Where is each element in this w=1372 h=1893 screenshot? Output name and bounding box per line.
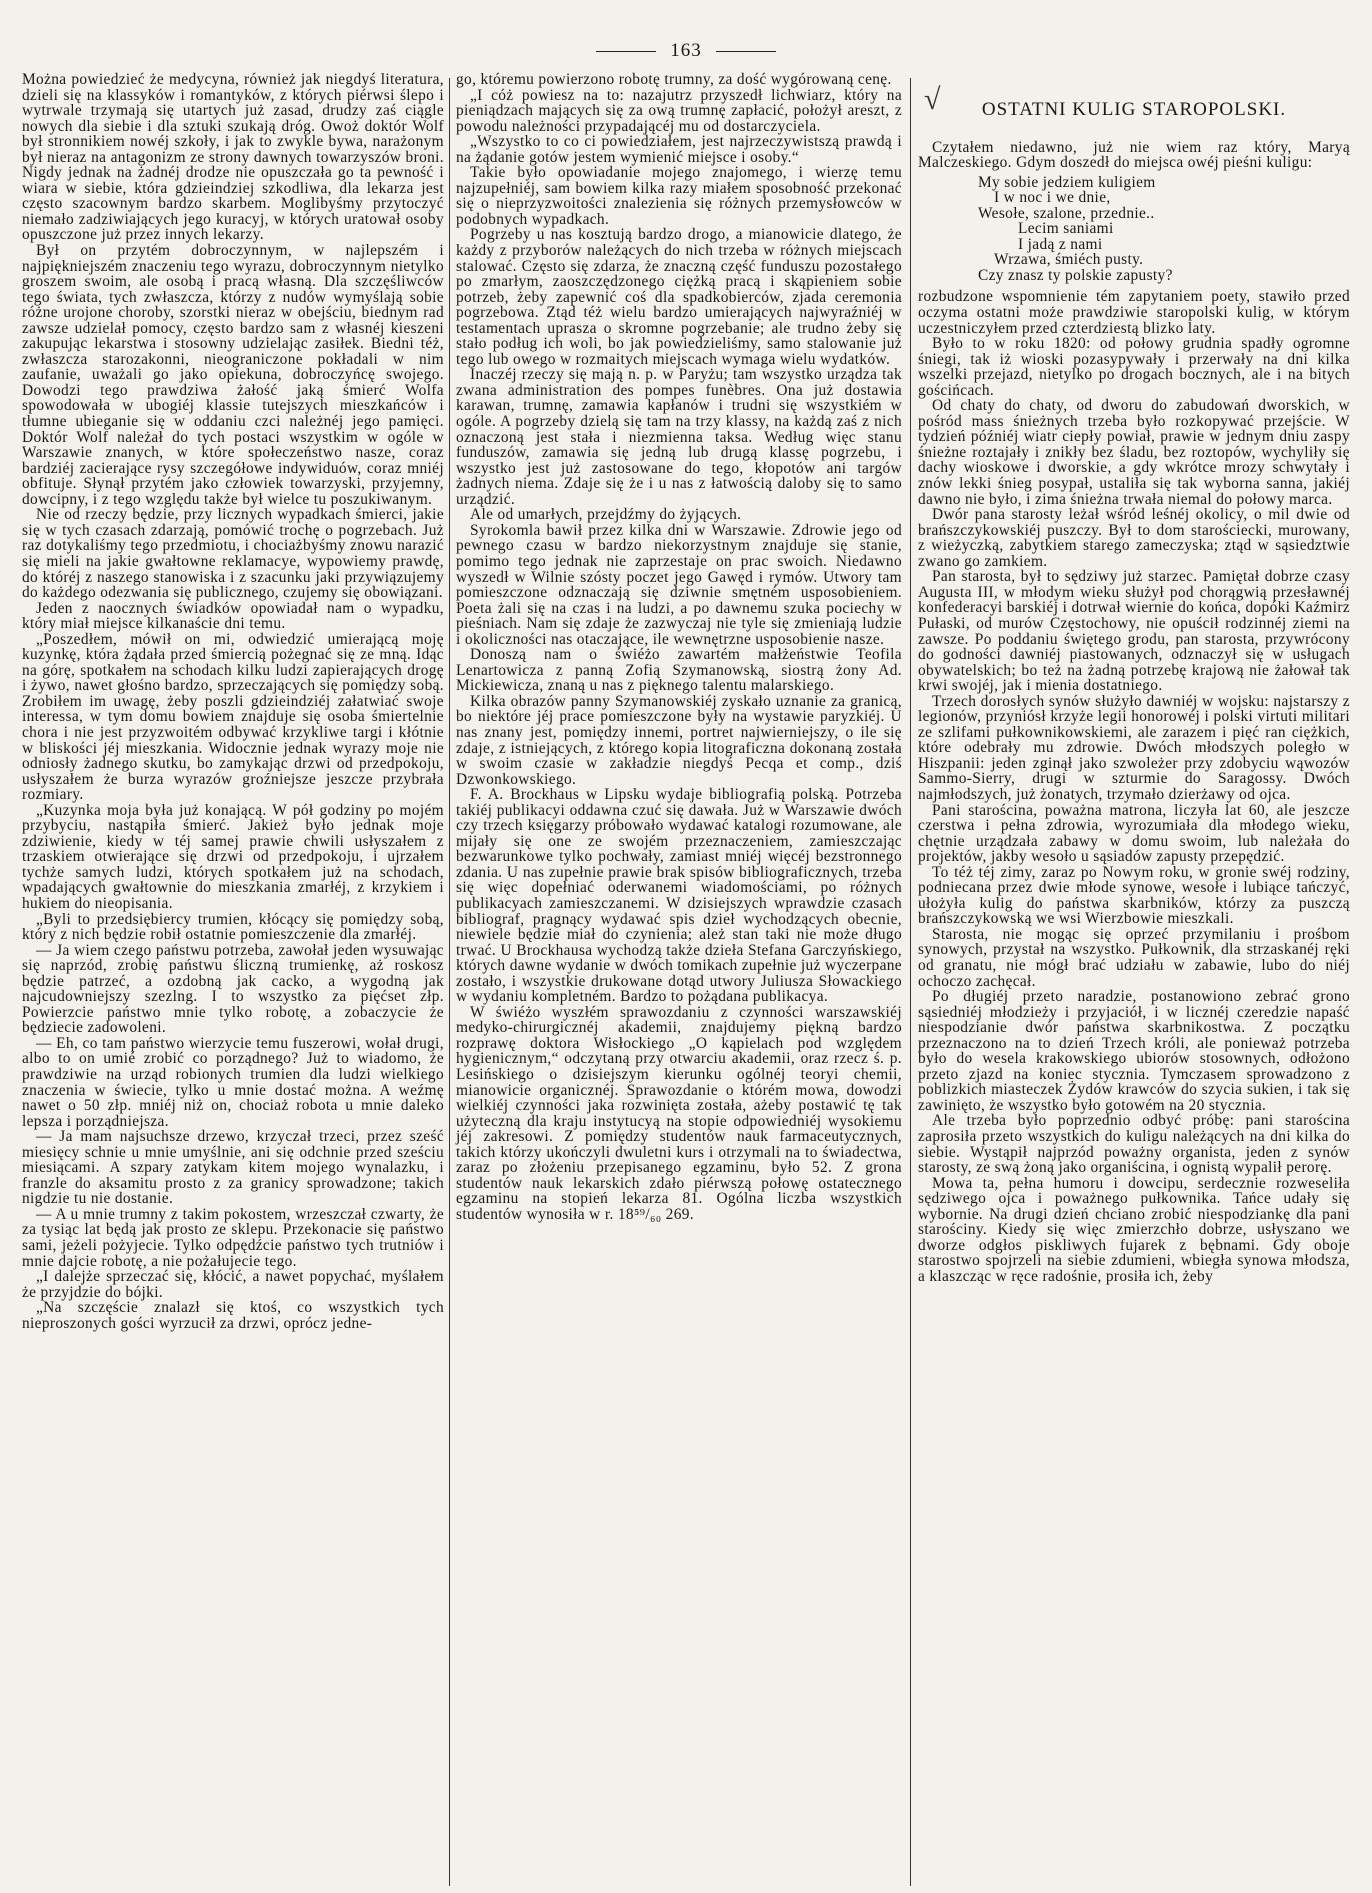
paragraph: „Na szczęście znalazł się ktoś, co wszystkich tych nieproszonych gości wyrzucił za drzwi, oprócz jedne-	[22, 1299, 444, 1332]
column-divider	[449, 78, 450, 1886]
paragraph: Ale od umarłych, przejdźmy do żyjących.	[470, 506, 742, 524]
paragraph: Było to w roku 1820: od połowy grudnia spadły ogromne śniegi, tak iż wioski pozasypywały i przerwały na dni kilka wszelki przejazd, nietylko po drogach bocznych, ale i na bitych gościńcach.	[918, 335, 1350, 399]
paragraph: Mowa ta, pełna humoru i dowcipu, serdecznie rozweseliła sędziwego ojca i poważnego pułkownika. Tańce udały się wybornie. Na drugi dzień chciano zrobić niespodziankę dla pani starościny. Kiedy się więc zmierzchło dobrze, usłyszano we dworze odgłos piskliwych fujarek z bębnami. Gdy oboje starostwo spojrzeli na siebie zdumieni, wbiegła synowa młodsza, a klaszcząc w ręce radośnie, prosiła ich, żeby	[918, 1174, 1350, 1285]
column-1	[22, 72, 444, 1331]
paragraph: „Byli to przedsiębiercy trumien, kłócący się pomiędzy sobą, który z nich będzie robił ostatnie pomieszczenie dla zmarłéj.	[22, 910, 444, 944]
paragraph: „I cóż powiesz na to: nazajutrz przyszedł lichwiarz, który na pieniądzach mających się za ową trumnę zapłacić, położył areszt, z powodu należności przypadającéj mu od dostarczyciela.	[456, 86, 902, 135]
paragraph: Pan starosta, był to sędziwy już starzec. Pamiętał dobrze czasy Augusta III, w młodym wieku służył pod chorągwią przesławnéj konfederacyi barskiéj i dotrwał wiernie do końca, dopóki Kaźmirz Pułaski, od murów Częstochowy, nie opuścił rodzinnéj ziemi na zawsze. Po poddaniu świętego grodu, pan starosta, przywrócony do godności dawniéj piastowanych, odznaczył się w usługach obywatelskich; bo też na żadną potrzebę krajową nie żałował tak krwi swojéj, jak i mienia dostatniego.	[918, 568, 1350, 695]
rule-left	[596, 51, 656, 52]
paragraph: Był on przytém dobroczynnym, w najlepszém i najpiękniejszém znaczeniu tego wyrazu, dobroczynnym nietylko groszem swoim, ale osobą i pracą własną. Dla szczęśliwców tego świata, tych zwłaszcza, którzy z nudów wymyślają sobie różne urojone choroby, szorstki nieraz w obejściu, biednym rad zawsze udzielał pomocy, często bardzo sam z własnéj kieszeni zakupując lekarstwa i stosowny udzielając zasiłek. Biedni téż, zwłaszcza starozakonni, nieograniczone pokładali w nim zaufanie, uważali go jako opiekuna, dobroczyńcę swojego. Dowodzi tego prawdziwa żałość jaką śmierć Wolfa spowodowała w ubogiéj klassie tutejszych mieszkańców i tłumne ubieganie się w oddaniu czci należnéj jego pamięci. Doktór Wolf należał do tych postaci wszystkim w ogóle w Warszawie znanych, w które społeczeństwo nasze, coraz bardziéj zacierające rysy szczegółowe indywiduów, coraz mniéj obfituje. Słynął przytém jako człowiek towarzyski, przyjemny, dowcipny, i z tego względu także był wielce tu poszukiwanym.	[22, 242, 444, 508]
paragraph: Od chaty do chaty, od dworu do zabudowań dworskich, w pośród mass śnieżnych trzeba było rozkopywać przejście. W tydzień późniéj wiatr ciepły powiał, prawie w jednym dniu zaspy śnieżne roztajały i znikły bez śladu, bez roztopów, wychyliły się dachy wioskowe i dworskie, a gdy wkrótce mrozy schwytały i znów lekki śnieg posypał, ustaliła się tak wyborna sanna, jakiéj dawno nie było, i zima śnieżna trwała niemal do połowy marca.	[918, 397, 1350, 508]
paragraph: Nie od rzeczy będzie, przy licznych wypadkach śmierci, jakie się w tych czasach zdarzają, pomówić trochę o pogrzebach. Już raz dotykaliśmy tego przedmiotu, i chociażbyśmy znowu narazić się mieli na jakie gwałtowne reklamacye, wypowiemy prawdę, do któréj z naszego stanowiska i z szacunku jaki przywiązujemy do każdego odezwania się publicznego, czujemy się obowiązani.	[22, 506, 444, 602]
column-2	[456, 72, 902, 1222]
paragraph: rozbudzone wspomnienie tém zapytaniem poety, stawiło przed oczyma ostatni może prawdziwie staropolski kulig, w którym uczestniczyłem przed czterdziestą blizko laty.	[918, 288, 1350, 337]
article-title-text: OSTATNI KULIG STAROPOLSKI.	[981, 99, 1287, 120]
paragraph: Dwór pana starosty leżał wśród leśnéj okolicy, o mil dwie od brańszczykowskiéj puszczy. Był to dom starościecki, murowany, z wieżyczką, zabytkiem starego zameczyska; ztąd w sąsiedztwie zwano go zamkiem.	[918, 506, 1350, 570]
poem-line: Wrzawa, śmiéch pusty.	[994, 251, 1144, 269]
paragraph: Ale trzeba było poprzednio odbyć próbę: pani starościna zaprosiła przeto wszystkich do kuligu należących na dni kilka do siebie. Wystąpił najprzód poważny organista, jeden z synów starosty, ze swą żoną jako organiścina, i ognistą wypalił perorę.	[918, 1112, 1350, 1177]
paragraph: Po długiéj przeto naradzie, postanowiono zebrać grono sąsiedniéj młodzieży i przyjaciół, i w licznéj czeredzie napaść niespodzianie dwór państwa skarbnikostwa. Z początku przeznaczono na to dzień Trzech króli, ale ponieważ potrzeba było do wesela krakowskiego ubiorów stosownych, odłożono przeto zjazd na koniec stycznia. Tymczasem sprowadzono z poblizkich miasteczek Żydów krawców do szycia sukien, i tak się zawinięto, że wszystko było gotowém na 20 stycznia.	[918, 988, 1350, 1114]
poem-line: I jadą z nami	[1018, 235, 1103, 253]
paragraph: Pogrzeby u nas kosztują bardzo drogo, a mianowicie dlatego, że każdy z przyborów należących do nich trzeba w różnych miejscach stalować. Często się zdarza, że znaczną część funduszu pozostałego po zmarłym, zaoszczędzonego ciężką pracą i skąpieniem sobie potrzeb, żeby zapewnić coś dla spadkobierców, zjada ceremonia pogrzebowa. Ztąd téż wielu bardzo umierających najwyraźniéj w testamentach uprasza o skromne pogrzebanie; ale trudno żeby się stało podług ich woli, bo jak powiedzieliśmy, samo stalowanie już tego lub owego w rozmaitych miejscach wymaga wielu wydatków.	[456, 226, 902, 368]
paragraph: Pani starościna, poważna matrona, liczyła lat 60, ale jeszcze czerstwa i pełna zdrowia, wyrozumiała dla młodego wieku, chętnie urządzała zabawy w domu swoim, lub należała do projektów, jakby wesoło u sąsiadów zapusty przepędzić.	[918, 801, 1350, 866]
poem-line: Wesołe, szalone, przednie..	[978, 204, 1155, 222]
rule-right	[716, 51, 776, 52]
paragraph: — Ja mam najsuchsze drzewo, krzyczał trzeci, przez sześć miesięcy schnie u mnie umyślnie, ani się odchnie przed sześciu miesiącami. A szpary zatykam kitem mojego wynalazku, i franzle do aksamitu prosto z za granicy sprowadzone; takich nigdzie tu nie dostanie.	[22, 1128, 444, 1208]
paragraph: Można powiedzieć że medycyna, również jak niegdyś literatura, dzieli się na klassyków i romantyków, z których piérwsi ślepo i wytrwale trzymają się utartych już zasad, drudzy zaś ciągle nowych dla siebie i dla sztuki szukają dróg. Owoż doktór Wolf był stronnikiem nowéj szkoły, i jak to zwykle bywa, narażonym był nieraz na antagonizm ze strony dawnych towarzyszów broni. Nigdy jednak na żadnéj drodze nie opuszczała go ta pewność i wiara w siebie, która gdzieindziej szkodliwa, dla lekarza jest często szacownym bardzo skarbem. Moglibyśmy przytoczyć niemało zadziwiających jego kuracyj, w których uratował osoby opuszczone już przez innych lekarzy.	[22, 71, 444, 244]
paragraph: Trzech dorosłych synów służyło dawniéj w wojsku: najstarszy z legionów, przyniósł krzyże legii honorowéj i polski virtuti militari ze szlifami pułkownikowskiemi, ale zarazem i pięć ran ciężkich, które odebrały mu zdrowie. Dwóch młodszych poległo w Hiszpanii: jeden zginął jako szwoleżer przy zdobyciu wąwozów Sammo-Sierry, drugi w szturmie do Saragossy. Dwóch najmłodszych, już żonatych, trzymało dzierżawy od ojca.	[918, 692, 1350, 803]
paragraph: Donoszą nam o świéżo zawartém małżeństwie Teofila Lenartowicza z panną Zofią Szymanowską, siostrą żony Ad. Mickiewicza, znaną u nas z pięknego talentu malarskiego.	[456, 646, 902, 695]
column-divider	[910, 78, 911, 1886]
paragraph: „Kuzynka moja była już konającą. W pół godziny po mojém przybyciu, nastąpiła śmierć. Jakież było jednak moje zdziwienie, kiedy w téj samej prawie chwili usłyszałem z trzaskiem otwierające się drzwi od przedpokoju, i ujrzałem tychże samych ludzi, których spotkałem już na schodach, wpadających gwałtownie do mieszkania zmarłéj, z krzykiem i hukiem do nieopisania.	[22, 801, 444, 912]
page-number-text: 163	[670, 40, 702, 61]
article-body	[918, 289, 1350, 1284]
article-intro: Czytałem niedawno, już nie wiem raz który, Maryą Malczeskiego. Gdym doszedł do miejsca owéj pieśni kuligu:	[918, 138, 1350, 172]
paragraph: Takie było opowiadanie mojego znajomego, i wierzę temu najzupełniéj, sam bowiem kilka razy miałem sposobność przekonać się o nieprzyzwoitości znalezienia się różnych przemysłowców w podobnych wypadkach.	[456, 164, 902, 228]
paragraph: Syrokomla bawił przez kilka dni w Warszawie. Zdrowie jego od pewnego czasu w bardzo niekorzystnym znajduje się stanie, pomimo tego jednak nie zaprzestaje on prac swoich. Niedawno wyszedł w Wilnie szósty poczet jego Gawęd i rymów. Utwory tam pomieszczone odznaczają się dziwnie smętném usposobieniem. Poeta żali się na czas i na ludzi, a po dawnemu szuka pociechy w pieśniach. Nam się zdaje że zazwyczaj nie tyle się zmieniają ludzie i okoliczności nas otaczające, ile wewnętrzne usposobienie nasze.	[456, 521, 902, 648]
paragraph: To téż téj zimy, zaraz po Nowym roku, w gronie swéj rodziny, podniecana przez dwie młode synowe, wesołe i lubiące tańczyć, ułożyła kulig do państwa skarbników, którzy za puszczą brańszczykowską we wsi Wierzbowie mieszkali.	[918, 863, 1350, 928]
article-title	[918, 83, 1350, 120]
poem-line: My sobie jedziem kuligiem	[978, 173, 1156, 191]
paragraph: — A u mnie trumny z takim pokostem, wrzeszczał czwarty, że za tysiąc lat będą jak prosto ze sklepu. Przekonacie się państwo sami, jeżeli pożyjecie. Tylko odpędźcie państwo tych trutniów i mnie dajcie robotę, a nie pożałujecie tego.	[22, 1205, 444, 1270]
poem-quote	[978, 175, 1350, 284]
page-number	[0, 40, 1372, 62]
paragraph: — Eh, co tam państwo wierzycie temu fuszerowi, wołał drugi, albo to on umié zrobić co porządnego? Już to wiadomo, że prawdziwie na urząd robionych trumien dla ludzi wielkiego znaczenia w świecie, tylko u mnie dostać można. A weźmę nawet o 50 złp. mniéj niż on, chociaż robota u mnie daleko lepsza i porządniejsza.	[22, 1034, 444, 1130]
paragraph: Jeden z naocznych świadków opowiadał nam o wypadku, który miał miejsce kilkanaście dni temu.	[22, 599, 444, 633]
paragraph: Starosta, nie mogąc się oprzeć przymilaniu i prośbom synowych, przystał na wszystko. Pułkownik, dla strzaskanéj ręki od granatu, nie mógł brać udziału w zabawie, lubo do niéj ochoczo zachęcał.	[918, 925, 1350, 990]
poem-line: I w noc i we dnie,	[994, 189, 1111, 207]
checkmark-annotation-icon: √	[924, 83, 942, 116]
poem-line: Czy znasz ty polskie zapusty?	[978, 266, 1173, 284]
paragraph: „Poszedłem, mówił on mi, odwiedzić umierającą moję kuzynkę, która żądała przed śmiercią pożegnać się ze mną. Idąc na górę, spotkałem na schodach kilku ludzi zapierających drogę i żywo, nawet głośno bardzo, sprzeczających się pomiędzy sobą. Zrobiłem im uwagę, żeby poszli gdzieindziéj załatwiać swoje interessa, w tym domu bowiem znajduje się osoba śmiertelnie chora i nie jest przyzwoitém odbywać krzykliwe targi i kłótnie w bliskości jéj mieszkania. Widocznie jednak wyrazy moje nie odniosły żadnego skutku, bo zamykając drzwi od przedpokoju, usłyszałem że burza wyrazów groźniejsze jeszcze przybrała rozmiary.	[22, 630, 444, 804]
paragraph: W świéżo wyszłém sprawozdaniu z czynności warszawskiéj medyko-chirurgicznéj akademii, znajdujemy piękną bardzo rozprawę doktora Wisłockiego „O kąpielach pod względem hygienicznym,“ odczytaną przy otwarciu akademii, oraz rzecz ś. p. Lesińskiego o dzisiejszym kierunku ogólnéj teoryi chemii, mianowicie organicznéj. Sprawozdanie o którém mowa, dowodzi wielkiéj czynności jaka rozwinięta została, ażeby postawić tę tak użyteczną dla kraju instytucyą na stopie odpowiedniéj wysokiemu jéj zakresowi. Z pomiędzy studentów nauk farmaceutycznych, takich którzy ukończyli dwuletni kurs i otrzymali na to świadectwa, zaraz po złożeniu przepisanego egzaminu, było 52. Z grona studentów nauk lekarskich zdało piérwszą połowę ostatecznego egzaminu na stopień lekarza 81. Ogólna liczba wszystkich studentów wynosiła w r. 18⁵⁹/₆₀ 269.	[456, 1003, 902, 1223]
paragraph: — Ja wiem czego państwu potrzeba, zawołał jeden wysuwając się naprzód, zrobię państwu śliczną trumienkę, aż roskosz będzie patrzeć, a ozdobną jak cacko, a wygodną jak najcudowniejszy szezlng. I to wszystko za pięćset złp. Powierzcie państwo mnie tylko robotę, a zobaczycie że będziecie zadowoleni.	[22, 941, 444, 1037]
paragraph: go, któremu powierzono robotę trumny, za dość wygórowaną cenę.	[456, 71, 892, 88]
paragraph: Inaczéj rzeczy się mają n. p. w Paryżu; tam wszystko urządza tak zwana administration des pompes funèbres. Ona już dostawia karawan, trumnę, zamawia kapłanów i trudni się wszystkiém w ogóle. A pogrzeby dzielą się tam na trzy klassy, na każdą zaś z nich oznaczoną jest stała i niezmienna taksa. Według więc stanu funduszów, zamawia się jedną lub drugą klassę pogrzebu, i wszystko jest już zastosowane do tego, kłopotów ani targów żadnych niema. Zdaje się że i u nas z łatwością daloby się to samo urządzić.	[456, 366, 902, 508]
poem-line: Lecim saniami	[1018, 220, 1114, 238]
paragraph: F. A. Brockhaus w Lipsku wydaje bibliografią polską. Potrzeba takiéj publikacyi oddawna czuć się dawała. Już w Warszawie dwóch czy trzech księgarzy próbowało wydawać katalogi rozumowane, ale mijały się one ze swojém przeznaczeniem, zamieszczając bezwarunkowe tylko pochwały, zamiast mniéj więcéj bezstronnego zdania. U nas zupełnie prawie brak spisów bibliograficznych, trzeba się więc dopełniać oderwanemi wiadomościami, po różnych publikacyach zamieszczanemi. W dzisiejszych wprawdzie czasach bibliograf, pragnący wydawać spis dzieł wychodzących obecnie, niewiele będzie miał do czynienia; ależ stan taki nie może długo trwać. U Brockhausa wychodzą także dzieła Stefana Garczyńskiego, których dawne wydanie w dwóch tomikach zupełnie już wyczerpane zostało, i wszystkie drukowane dotąd utwory Juliusza Słowackiego w wydaniu kompletném. Bardzo to pożądana publikacya.	[456, 786, 902, 1006]
paragraph: „I dalejże sprzeczać się, kłócić, a nawet popychać, myślałem że przyjdzie do bójki.	[22, 1268, 444, 1301]
paragraph: „Wszystko to co ci powiedziałem, jest najrzeczywistszą prawdą i na żądanie gotów jestem wymienić miejsce i osoby.“	[456, 133, 902, 166]
column-3	[918, 72, 1350, 1284]
paragraph: Kilka obrazów panny Szymanowskiéj zyskało uznanie za granicą, bo niektóre jéj prace pomieszczone były na wystawie paryzkiéj. U nas znany jest, pomiędzy innemi, portret najwierniejszy, o ile się zdaje, z istniejących, z którego kopia litograficzna dokonaną została w swoim czasie w zakładzie niegdyś Pecqa et comp., dziś Dzwonkowskiego.	[456, 692, 902, 788]
